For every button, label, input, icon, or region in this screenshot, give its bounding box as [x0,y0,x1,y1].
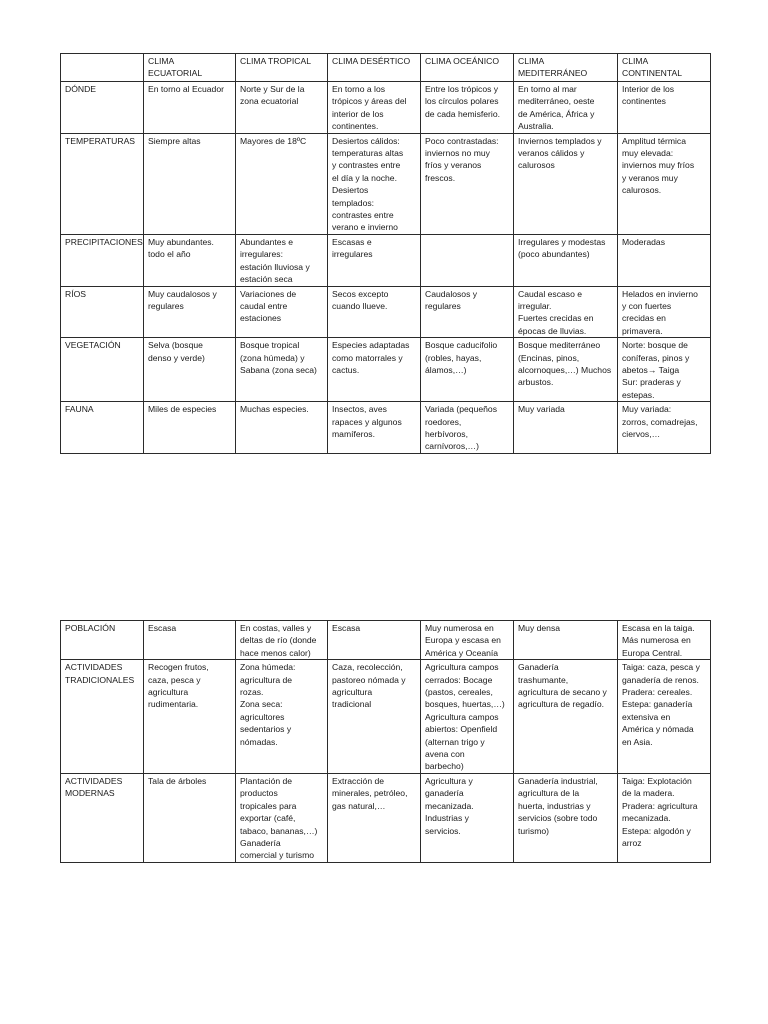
table-cell: Ganadería trashumante, agricultura de secano y agricultura de regadío. [514,660,618,774]
table-cell: Insectos, aves rapaces y algunos mamíferos. [328,402,421,454]
table-cell: Interior de los continentes [618,82,711,134]
row-label: VEGETACIÓN [61,338,144,402]
table-cell: Bosque tropical (zona húmeda) y Sabana (zona seca) [236,338,328,402]
table-cell: En costas, valles y deltas de río (donde hace menos calor) [236,621,328,660]
table-cell: Muy numerosa en Europa y escasa en América y Oceanía [421,621,514,660]
header-ecuatorial: CLIMA ECUATORIAL [144,54,236,82]
table-cell: Extracción de minerales, petróleo, gas natural,… [328,773,421,862]
table-cell: Secos excepto cuando llueve. [328,286,421,338]
table-cell: Escasa [328,621,421,660]
table-cell: Norte y Sur de la zona ecuatorial [236,82,328,134]
header-row [61,54,711,82]
table-cell: Caza, recolección, pastoreo nómada y agricultura tradicional [328,660,421,774]
table-cell: Bosque mediterráneo (Encinas, pinos, alcornoques,…) Muchos arbustos. [514,338,618,402]
table-cell: Muchas especies. [236,402,328,454]
row-label: TEMPERATURAS [61,133,144,234]
header-mediterraneo: CLIMA MEDITERRÁNEO [514,54,618,82]
table-cell: Agricultura campos cerrados: Bocage (pastos, cereales, bosques, huertas,…) Agricultura campos abiertos: Openfield (alternan trigo y avena con barbecho) [421,660,514,774]
table-cell: Muy abundantes. todo el año [144,234,236,286]
table-row-vegetacion [61,338,711,402]
table-cell: Caudalosos y regulares [421,286,514,338]
table-cell: Zona húmeda: agricultura de rozas. Zona seca: agricultores sedentarios y nómadas. [236,660,328,774]
table-cell: Moderadas [618,234,711,286]
table-row-actividades-tradicionales [61,660,711,774]
row-label: FAUNA [61,402,144,454]
table-cell: Muy variada [514,402,618,454]
header-oceanico: CLIMA OCEÁNICO [421,54,514,82]
table-cell: Taiga: Explotación de la madera. Pradera: agricultura mecanizada. Estepa: algodón y arroz [618,773,711,862]
table-cell: Escasa en la taiga. Más numerosa en Europa Central. [618,621,711,660]
table-row-poblacion [61,621,711,660]
table-cell: Bosque caducifolio (robles, hayas, álamos,…) [421,338,514,402]
table-cell: En torno a los trópicos y áreas del interior de los continentes. [328,82,421,134]
table-cell: Plantación de productos tropicales para exportar (café, tabaco, bananas,…) Ganadería comercial y turismo [236,773,328,862]
row-label: ACTIVIDADES MODERNAS [61,773,144,862]
table-cell: Mayores de 18ºC [236,133,328,234]
row-label: DÓNDE [61,82,144,134]
table-cell: Tala de árboles [144,773,236,862]
table-cell: Especies adaptadas como matorrales y cactus. [328,338,421,402]
table-cell: Inviernos templados y veranos cálidos y calurosos [514,133,618,234]
table-row-actividades-modernas [61,773,711,862]
table-cell: Escasa [144,621,236,660]
header-continental: CLIMA CONTINENTAL [618,54,711,82]
table-cell: Ganadería industrial, agricultura de la huerta, industrias y servicios (sobre todo turismo) [514,773,618,862]
table-row-fauna [61,402,711,454]
table-cell: Muy densa [514,621,618,660]
header-desertico: CLIMA DESÉRTICO [328,54,421,82]
table-cell: Variaciones de caudal entre estaciones [236,286,328,338]
table-row-donde [61,82,711,134]
table-cell: Desiertos cálidos: temperaturas altas y contrastes entre el día y la noche. Desiertos templados: contrastes entre verano e invierno [328,133,421,234]
table-cell: Taiga: caza, pesca y ganadería de renos. Pradera: cereales. Estepa: ganadería extensiva en América y nómada en Asia. [618,660,711,774]
table-cell: Miles de especies [144,402,236,454]
table-cell: Escasas e irregulares [328,234,421,286]
population-activities-table [60,620,711,863]
table-row-rios [61,286,711,338]
row-label: RÍOS [61,286,144,338]
row-label: ACTIVIDADES TRADICIONALES [61,660,144,774]
table-row-temperaturas [61,133,711,234]
table-cell: Abundantes e irregulares: estación lluviosa y estación seca [236,234,328,286]
header-tropical: CLIMA TROPICAL [236,54,328,82]
row-label: PRECIPITACIONES [61,234,144,286]
table-cell: Irregulares y modestas (poco abundantes) [514,234,618,286]
table-cell [421,234,514,286]
row-label: POBLACIÓN [61,621,144,660]
table-cell: En torno al Ecuador [144,82,236,134]
table-cell: Siempre altas [144,133,236,234]
table-cell: Poco contrastadas: inviernos no muy fríos y veranos frescos. [421,133,514,234]
table-cell: Variada (pequeños roedores, herbívoros, carnívoros,…) [421,402,514,454]
table-cell: Amplitud térmica muy elevada: inviernos muy fríos y veranos muy calurosos. [618,133,711,234]
header-empty-cell [61,54,144,82]
table-cell: Helados en invierno y con fuertes crecidas en primavera. [618,286,711,338]
table-cell: Recogen frutos, caza, pesca y agricultura rudimentaria. [144,660,236,774]
climate-table [60,53,711,454]
table-cell: Caudal escaso e irregular. Fuertes crecidas en épocas de lluvias. [514,286,618,338]
table-cell: Entre los trópicos y los círculos polares de cada hemisferio. [421,82,514,134]
table-cell: Muy variada: zorros, comadrejas, ciervos,… [618,402,711,454]
table-cell: Selva (bosque denso y verde) [144,338,236,402]
table-cell: Norte: bosque de coníferas, pinos y abetos→ Taiga Sur: praderas y estepas. [618,338,711,402]
table-cell: En torno al mar mediterráneo, oeste de América, África y Australia. [514,82,618,134]
table-row-precipitaciones [61,234,711,286]
table-cell: Muy caudalosos y regulares [144,286,236,338]
table-cell: Agricultura y ganadería mecanizada. Industrias y servicios. [421,773,514,862]
